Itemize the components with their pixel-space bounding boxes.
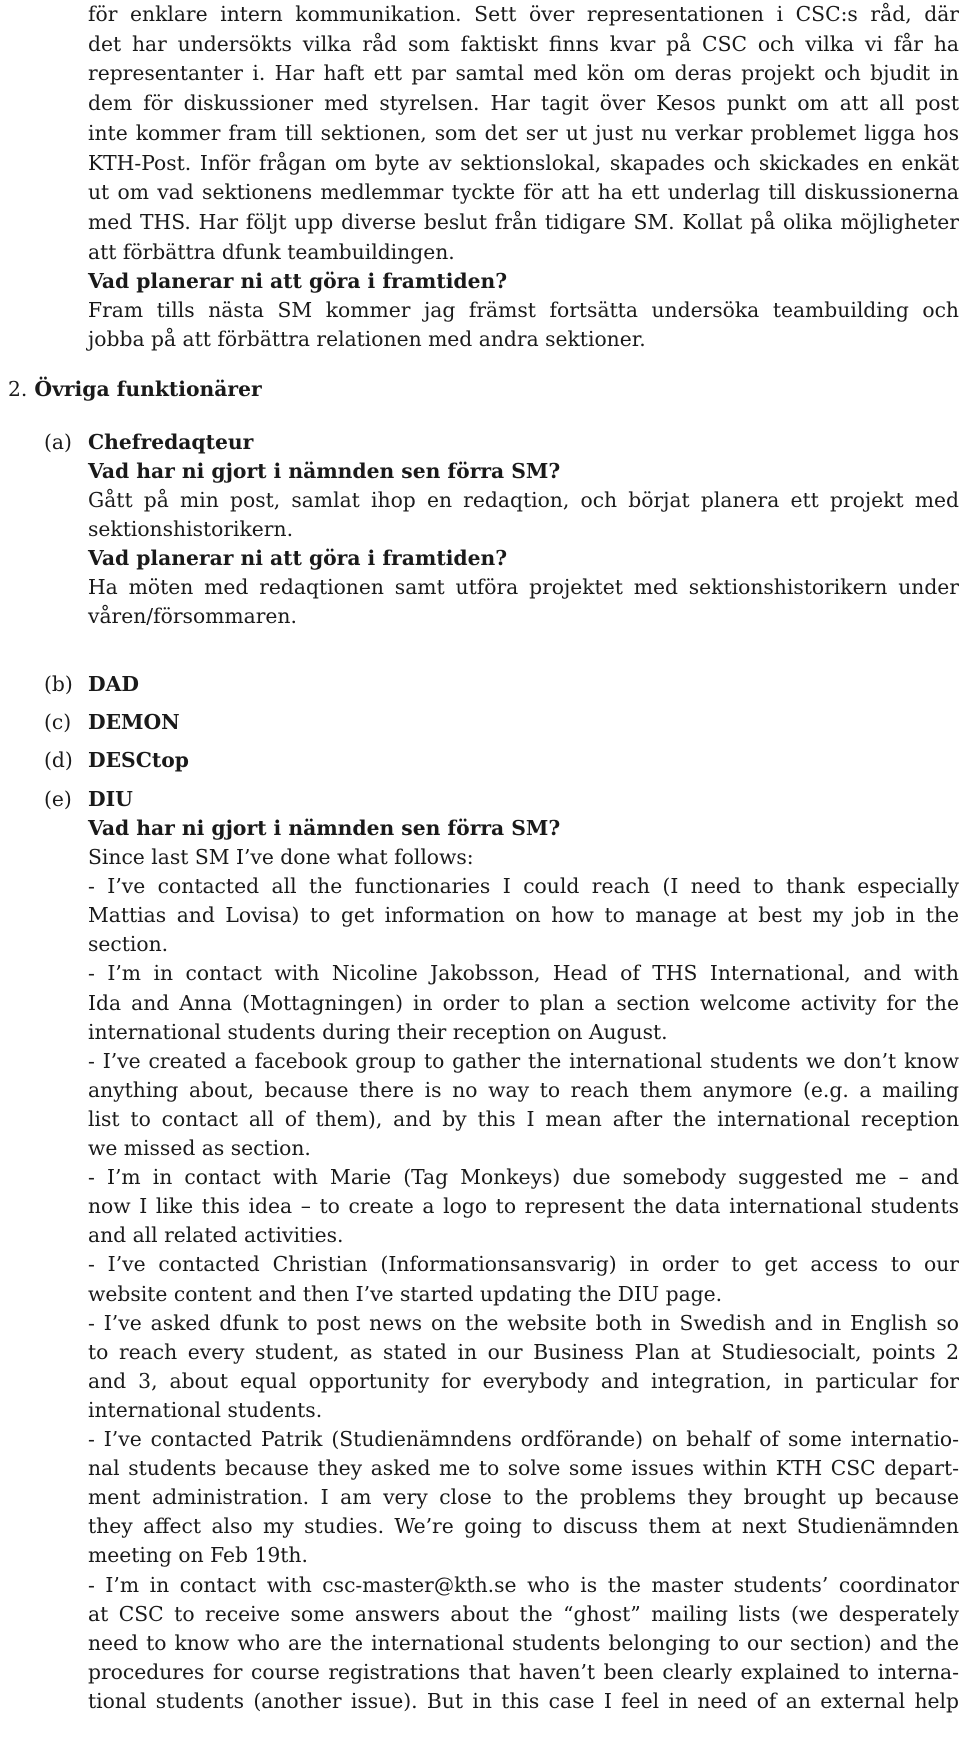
section-number: 2. <box>8 377 28 401</box>
text-line: now I like this idea – to create a logo to represent the data international students <box>88 1194 959 1219</box>
text-line: procedures for course registrations that haven’t been clearly explained to interna- <box>88 1659 959 1684</box>
text-line: they affect also my studies. We’re going to discuss them at next Studienämnden <box>88 1514 959 1539</box>
text-line: med THS. Har följt upp diverse beslut från tidigare SM. Kollat på olika möjligheter <box>88 209 959 234</box>
item-marker-e: (e) <box>44 787 72 811</box>
text-line: anything about, because there is no way to reach them anymore (e.g. a mailing <box>88 1077 959 1102</box>
text-line: - I’m in contact with csc-master@kth.se who is the master students’ coordinator <box>88 1572 959 1597</box>
text-line: inte kommer fram till sektionen, som det ser ut just nu verkar problemet ligga hos <box>88 120 959 145</box>
text-line: and 3, about equal opportunity for everybody and integration, in particular for <box>88 1368 959 1393</box>
item-marker-d: (d) <box>44 748 73 772</box>
text-line: Ida and Anna (Mottagningen) in order to plan a section welcome activity for the <box>88 990 959 1015</box>
text-line: nal students because they asked me to solve some issues within KTH CSC depart- <box>88 1456 959 1481</box>
text-line: - I’m in contact with Marie (Tag Monkeys) due somebody suggested me – and <box>88 1165 959 1190</box>
question-future-heading: Vad planerar ni att göra i framtiden? <box>88 546 508 570</box>
text-line: - I’ve asked dfunk to post news on the website both in Swedish and in English so <box>88 1310 959 1335</box>
text-line: jobba på att förbättra relationen med andra sektioner. <box>88 327 646 351</box>
text-line: international students. <box>88 1397 323 1422</box>
text-line: to reach every student, as stated in our Business Plan at Studiesocialt, points 2 <box>88 1339 959 1364</box>
text-line: section. <box>88 932 169 957</box>
item-title-desctop: DESCtop <box>88 748 189 772</box>
text-line: need to know who are the international students belonging to our section) and the <box>88 1630 959 1655</box>
item-title-dad: DAD <box>88 672 139 696</box>
text-line: we missed as section. <box>88 1136 311 1160</box>
section-title: Övriga funktionärer <box>34 377 262 401</box>
text-line: Mattias and Lovisa) to get information on how to manage at best my job in the <box>88 903 959 928</box>
question-done-heading: Vad har ni gjort i nämnden sen förra SM? <box>88 816 561 840</box>
text-line: - I’ve contacted Patrik (Studienämndens ordförande) on behalf of some internatio- <box>88 1427 959 1451</box>
section-heading <box>8 375 262 404</box>
item-title-demon: DEMON <box>88 710 180 734</box>
text-line: Ha möten med redaqtionen samt utföra projektet med sektionshistorikern under <box>88 575 959 599</box>
text-line: - I’ve contacted Christian (Informationsansvarig) in order to get access to our <box>88 1252 959 1277</box>
question-done-heading: Vad har ni gjort i nämnden sen förra SM? <box>88 459 561 483</box>
text-line: våren/försommaren. <box>88 604 297 628</box>
text-line: Fram tills nästa SM kommer jag främst fortsätta undersöka teambuilding och <box>88 298 959 322</box>
text-line: list to contact all of them), and by this I mean after the international reception <box>88 1106 959 1131</box>
text-line: sektionshistorikern. <box>88 517 294 541</box>
text-line: - I’m in contact with Nicoline Jakobsson, Head of THS International, and with <box>88 961 959 986</box>
text-line: ut om vad sektionens medlemmar tyckte för att ha ett underlag till diskussionerna <box>88 180 959 205</box>
text-line: - I’ve created a facebook group to gather the international students we don’t know <box>88 1048 959 1073</box>
item-marker-a: (a) <box>44 430 72 454</box>
text-line: meeting on Feb 19th. <box>88 1543 308 1568</box>
item-marker-b: (b) <box>44 672 73 696</box>
item-title-chefredaqteur: Chefredaqteur <box>88 430 254 454</box>
text-line: representanter i. Har haft ett par samtal med kön om deras projekt och bjudit in <box>88 61 959 86</box>
text-line: dem för diskussioner med styrelsen. Har tagit över Kesos punkt om att all post <box>88 91 959 116</box>
text-line: för enklare intern kommunikation. Sett över representationen i CSC:s råd, där <box>88 2 959 26</box>
text-line: and all related activities. <box>88 1223 344 1248</box>
item-marker-c: (c) <box>44 710 72 734</box>
text-line: tional students (another issue). But in this case I feel in need of an external help <box>88 1688 959 1713</box>
text-line: att förbättra dfunk teambuildingen. <box>88 239 455 264</box>
question-future-heading: Vad planerar ni att göra i framtiden? <box>88 269 508 293</box>
text-line: - I’ve contacted all the functionaries I could reach (I need to thank especially <box>88 874 959 899</box>
text-line: det har undersökts vilka råd som faktiskt finns kvar på CSC och vilka vi får ha <box>88 31 959 56</box>
text-line: Gått på min post, samlat ihop en redaqtion, och börjat planera ett projekt med <box>88 488 959 512</box>
item-title-diu: DIU <box>88 787 133 811</box>
text-line: at CSC to receive some answers about the “ghost” mailing lists (we desperately <box>88 1601 959 1626</box>
text-line: Since last SM I’ve done what follows: <box>88 845 474 869</box>
text-line: international students during their reception on August. <box>88 1019 668 1044</box>
text-line: KTH-Post. Inför frågan om byte av sektionslokal, skapades och skickades en enkät <box>88 150 959 175</box>
text-line: website content and then I’ve started updating the DIU page. <box>88 1281 723 1306</box>
text-line: ment administration. I am very close to the problems they brought up because <box>88 1485 959 1510</box>
